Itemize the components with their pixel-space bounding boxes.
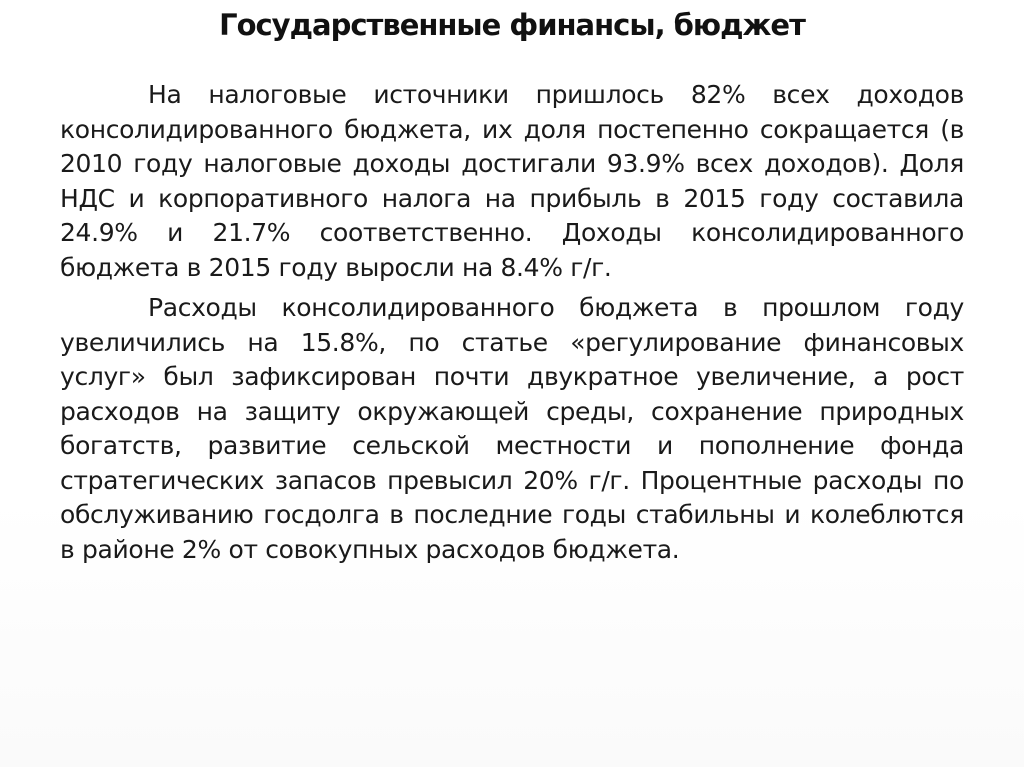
slide-title: Государственные финансы, бюджет (219, 8, 805, 42)
slide-body (60, 78, 964, 573)
paragraph-revenue: На налоговые источники пришлось 82% всех доходов консолидированного бюджета, их доля постепенно сокращается (в 2010 году налоговые доходы достигали 93.9% всех доходов). Доля НДС и корпоративного налога на прибыль в 2015 году составила 24.9% и 21.7% соответственно. Доходы консолидированного бюджета в 2015 году выросли на 8.4% г/г. (60, 80, 964, 282)
paragraph-expenditure: Расходы консолидированного бюджета в прошлом году увеличились на 15.8%, по статье «регулирование финансовых услуг» был зафиксирован почти двукратное увеличение, а рост расходов на защиту окружающей среды, сохранение природных богатств, развитие сельской местности и пополнение фонда стратегических запасов превысил 20% г/г. Процентные расходы по обслуживанию госдолга в последние годы стабильны и колеблются в районе 2% от совокупных расходов бюджета. (60, 293, 964, 564)
